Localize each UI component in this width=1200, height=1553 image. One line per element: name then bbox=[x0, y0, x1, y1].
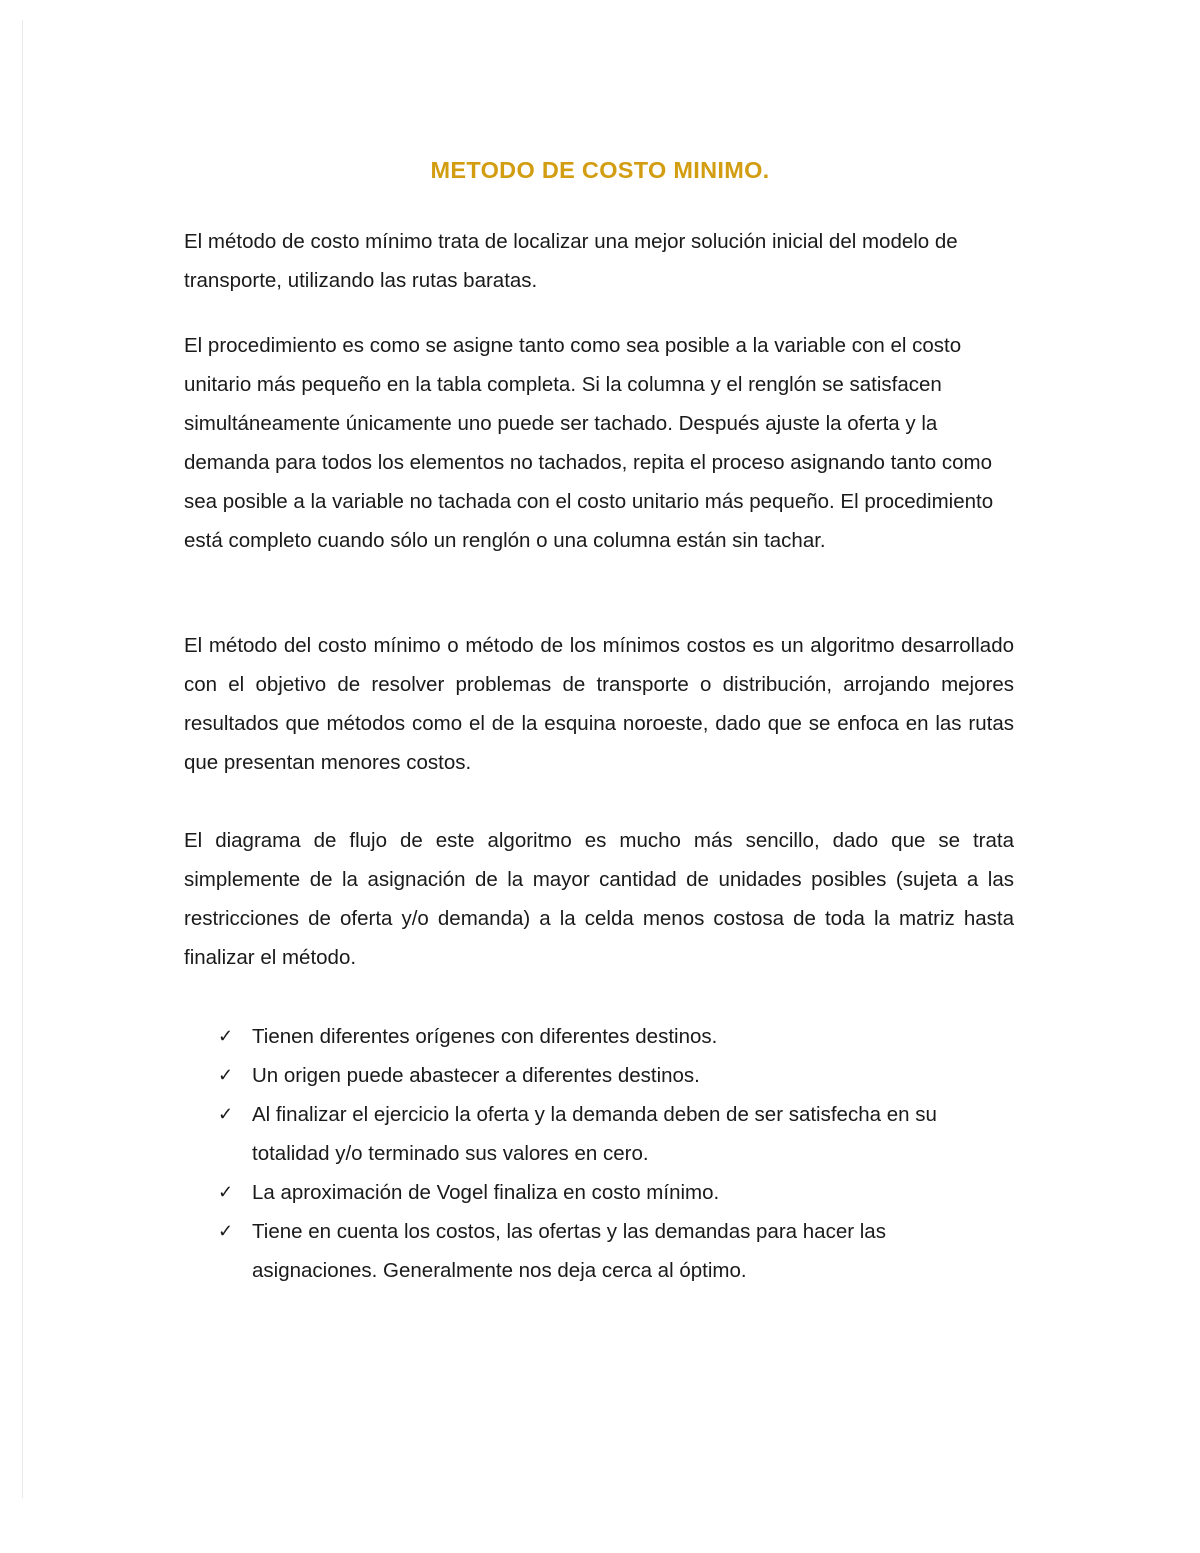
paragraph-procedure: El procedimiento es como se asigne tanto como sea posible a la variable con el costo unitario más pequeño en la tabla completa. Si la columna y el renglón se satisfacen simultáneamente únicamente uno puede ser tachado. Después ajuste la oferta y la demanda para todos los elementos no tachados, repita el proceso asignando tanto como sea posible a la variable no tachada con el costo unitario más pequeño. El procedimiento está completo cuando sólo un renglón o una columna están sin tachar. bbox=[184, 334, 994, 552]
list-item bbox=[214, 1017, 1014, 1056]
list-item-text: Un origen puede abastecer a diferentes destinos. bbox=[252, 1064, 700, 1087]
page-edge-line bbox=[22, 20, 23, 1498]
list-item bbox=[214, 1056, 1014, 1095]
check-icon: ✓ bbox=[218, 1026, 234, 1046]
list-item bbox=[214, 1212, 1014, 1290]
paragraph-intro: El método de costo mínimo trata de localizar una mejor solución inicial del modelo de transporte, utilizando las rutas baratas. bbox=[184, 230, 958, 292]
list-item bbox=[214, 1173, 1014, 1212]
paragraph-flowchart: El diagrama de flujo de este algoritmo es mucho más sencillo, dado que se trata simplemente de la asignación de la mayor cantidad de unidades posibles (sujeta a las restricciones de oferta y/o demanda) a la celda menos costosa de toda la matriz hasta finalizar el método. bbox=[184, 829, 1014, 969]
check-icon: ✓ bbox=[218, 1104, 234, 1124]
list-item-text: Al finalizar el ejercicio la oferta y la demanda deben de ser satisfecha en su totalidad y/o terminado sus valores en cero. bbox=[252, 1103, 937, 1165]
paragraph-definition: El método del costo mínimo o método de los mínimos costos es un algoritmo desarrollado con el objetivo de resolver problemas de transporte o distribución, arrojando mejores resultados que métodos como el de la esquina noroeste, dado que se enfoca en las rutas que presentan menores costos. bbox=[184, 634, 1014, 774]
check-icon: ✓ bbox=[218, 1221, 234, 1241]
list-item-text: Tienen diferentes orígenes con diferentes destinos. bbox=[252, 1025, 718, 1048]
characteristics-list bbox=[214, 1017, 1014, 1290]
list-item bbox=[214, 1095, 1014, 1173]
check-icon: ✓ bbox=[218, 1065, 234, 1085]
list-item-text: Tiene en cuenta los costos, las ofertas y las demandas para hacer las asignaciones. Generalmente nos deja cerca al óptimo. bbox=[252, 1220, 886, 1282]
check-icon: ✓ bbox=[218, 1182, 234, 1202]
document-title: METODO DE COSTO MINIMO. bbox=[430, 157, 770, 183]
list-item-text: La aproximación de Vogel finaliza en costo mínimo. bbox=[252, 1181, 720, 1204]
